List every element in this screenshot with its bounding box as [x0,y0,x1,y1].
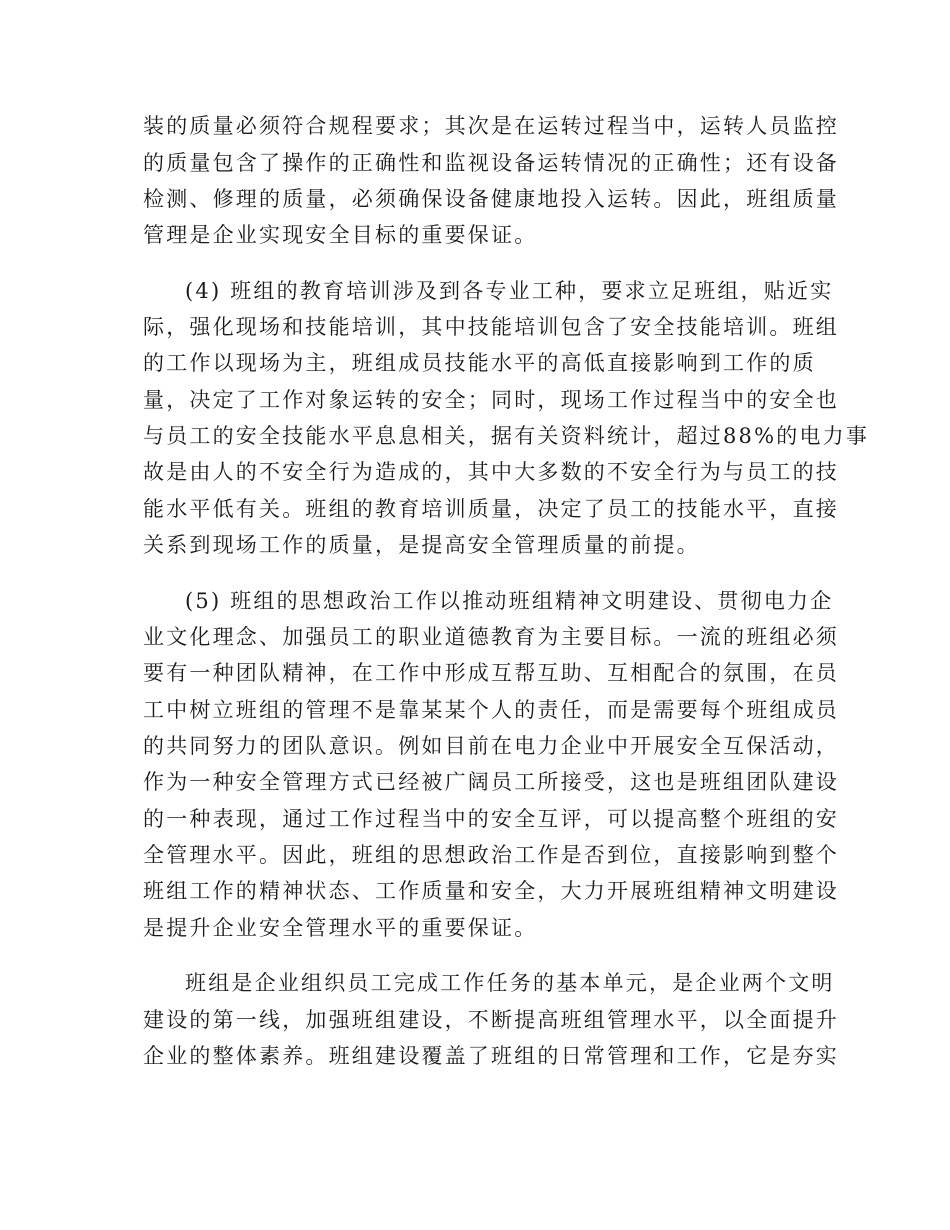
paragraph-line: (5) 班组的思想政治工作以推动班组精神文明建设、贯彻电力企 [185,589,834,613]
paragraph-line: 是提升企业安全管理水平的重要保证。 [143,916,538,940]
paragraph-line: 企业的整体素养。班组建设覆盖了班组的日常管理和工作，它是夯实 [143,1044,839,1068]
paragraph-line: 的质量包含了操作的正确性和监视设备运转情况的正确性；还有设备 [143,151,839,175]
paragraph-line: 检测、修理的质量，必须确保设备健康地投入运转。因此，班组质量 [143,187,839,211]
paragraph-line: 作为一种安全管理方式已经被广阔员工所接受，这也是班组团队建设 [143,770,839,794]
paragraph-line: 建设的第一线，加强班组建设，不断提高班组管理水平，以全面提升 [143,1008,839,1032]
paragraph-line: 管理是企业实现安全目标的重要保证。 [143,223,538,247]
paragraph-line: 的共同努力的团队意识。例如目前在电力企业中开展安全互保活动， [143,734,839,758]
paragraph-line: 班组工作的精神状态、工作质量和安全，大力开展班组精神文明建设 [143,879,839,903]
paragraph-line: 量，决定了工作对象运转的安全；同时，现场工作过程当中的安全也 [143,388,839,412]
paragraph-line: 装的质量必须符合规程要求；其次是在运转过程当中，运转人员监控 [143,114,839,138]
paragraph-line: (4) 班组的教育培训涉及到各专业工种，要求立足班组，贴近实 [185,279,834,303]
paragraph-line: 工中树立班组的管理不是靠某某个人的责任，而是需要每个班组成员 [143,698,839,722]
paragraph-line: 能水平低有关。班组的教育培训质量，决定了员工的技能水平，直接 [143,497,839,521]
paragraph-line: 要有一种团队精神，在工作中形成互帮互助、互相配合的氛围，在员 [143,661,839,685]
paragraph-line: 关系到现场工作的质量，是提高安全管理质量的前提。 [143,533,700,557]
paragraph-line: 业文化理念、加强员工的职业道德教育为主要目标。一流的班组必须 [143,625,839,649]
paragraph-line: 故是由人的不安全行为造成的，其中大多数的不安全行为与员工的技 [143,460,839,484]
paragraph-line: 全管理水平。因此，班组的思想政治工作是否到位，直接影响到整个 [143,843,839,867]
paragraph-line: 际，强化现场和技能培训，其中技能培训包含了安全技能培训。班组 [143,315,839,339]
paragraph-line: 的一种表现，通过工作过程当中的安全互评，可以提高整个班组的安 [143,807,839,831]
paragraph-line: 的工作以现场为主，班组成员技能水平的高低直接影响到工作的质 [143,351,816,375]
paragraph-line: 班组是企业组织员工完成工作任务的基本单元，是企业两个文明 [185,971,835,995]
paragraph-line: 与员工的安全技能水平息息相关，据有关资料统计，超过88%的电力事 [143,424,870,448]
